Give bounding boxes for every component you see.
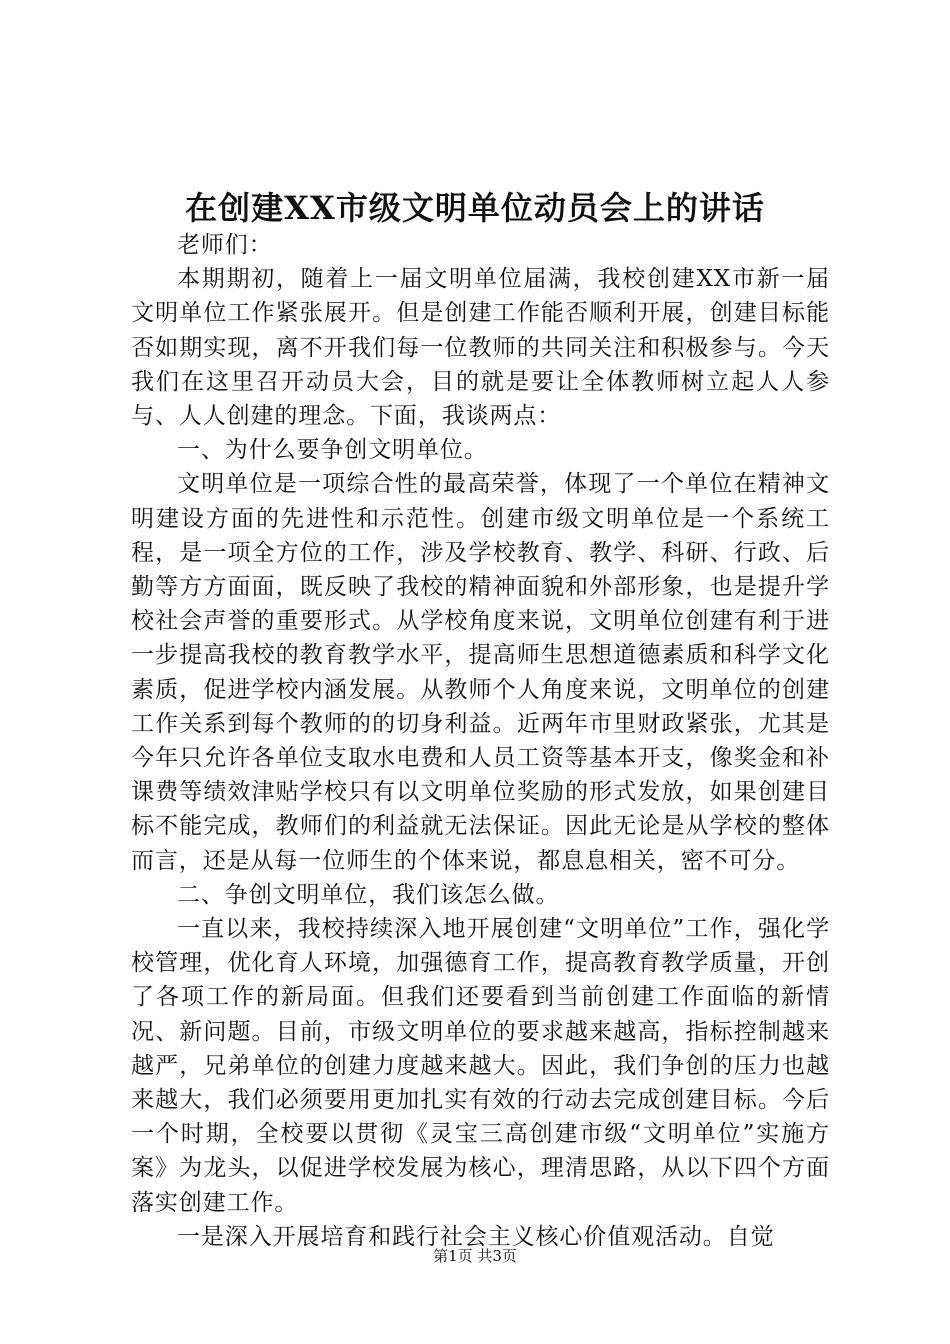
- body-paragraph: 一直以来，我校持续深入地开展创建“文明单位”工作，强化学校管理，优化育人环境，加强德育工作，提高教育教学质量，开创了各项工作的新局面。但我们还要看到当前创建工作面临的新情况、新问题。目前，市级文明单位的要求越来越高，指标控制越来越严，兄弟单位的创建力度越来越大。因此，我们争创的压力也越来越大，我们必须要用更加扎实有效的行动去完成创建目标。今后一个时期，全校要以贯彻《灵宝三高创建市级“文明单位”实施方案》为龙头，以促进学校发展为核心，理清思路，从以下四个方面落实创建工作。: [131, 916, 830, 1216]
- body-paragraph: 文明单位是一项综合性的最高荣誉，体现了一个单位在精神文明建设方面的先进性和示范性。创建市级文明单位是一个系统工程，是一项全方位的工作，涉及学校教育、教学、科研、行政、后勤等方方面面，既反映了我校的精神面貌和外部形象，也是提升学校社会声誉的重要形式。从学校角度来说，文明单位创建有利于进一步提高我校的教育教学水平，提高师生思想道德素质和科学文化素质，促进学校内涵发展。从教师个人角度来说，文明单位的创建工作关系到每个教师的的切身利益。近两年市里财政紧张，尤其是今年只允许各单位支取水电费和人员工资等基本开支，像奖金和补课费等绩效津贴学校只有以文明单位奖励的形式发放，如果创建目标不能完成，教师们的利益就无法保证。因此无论是从学校的整体而言，还是从每一位师生的个体来说，都息息相关，密不可分。: [131, 471, 830, 874]
- greeting-paragraph: 老师们：: [177, 232, 273, 258]
- body-paragraph: 一是深入开展培育和践行社会主义核心价值观活动。自觉: [177, 1223, 775, 1250]
- page-number-footer: 第1页 共3页: [433, 1247, 517, 1265]
- section-heading-2: 二、争创文明单位，我们该怎么做。: [177, 881, 560, 908]
- document-body: [131, 228, 830, 1254]
- section-heading-1: 一、为什么要争创文明单位。: [177, 437, 488, 464]
- document-title: 在创建XX市级文明单位动员会上的讲话: [185, 189, 765, 227]
- intro-paragraph: 本期期初，随着上一届文明单位届满，我校创建XX市新一届文明单位工作紧张展开。但是创建工作能否顺利开展，创建目标能否如期实现，离不开我们每一位教师的共同关注和积极参与。今天我们在这里召开动员大会，目的就是要让全体教师树立起人人参与、人人创建的理念。下面，我谈两点：: [131, 266, 830, 430]
